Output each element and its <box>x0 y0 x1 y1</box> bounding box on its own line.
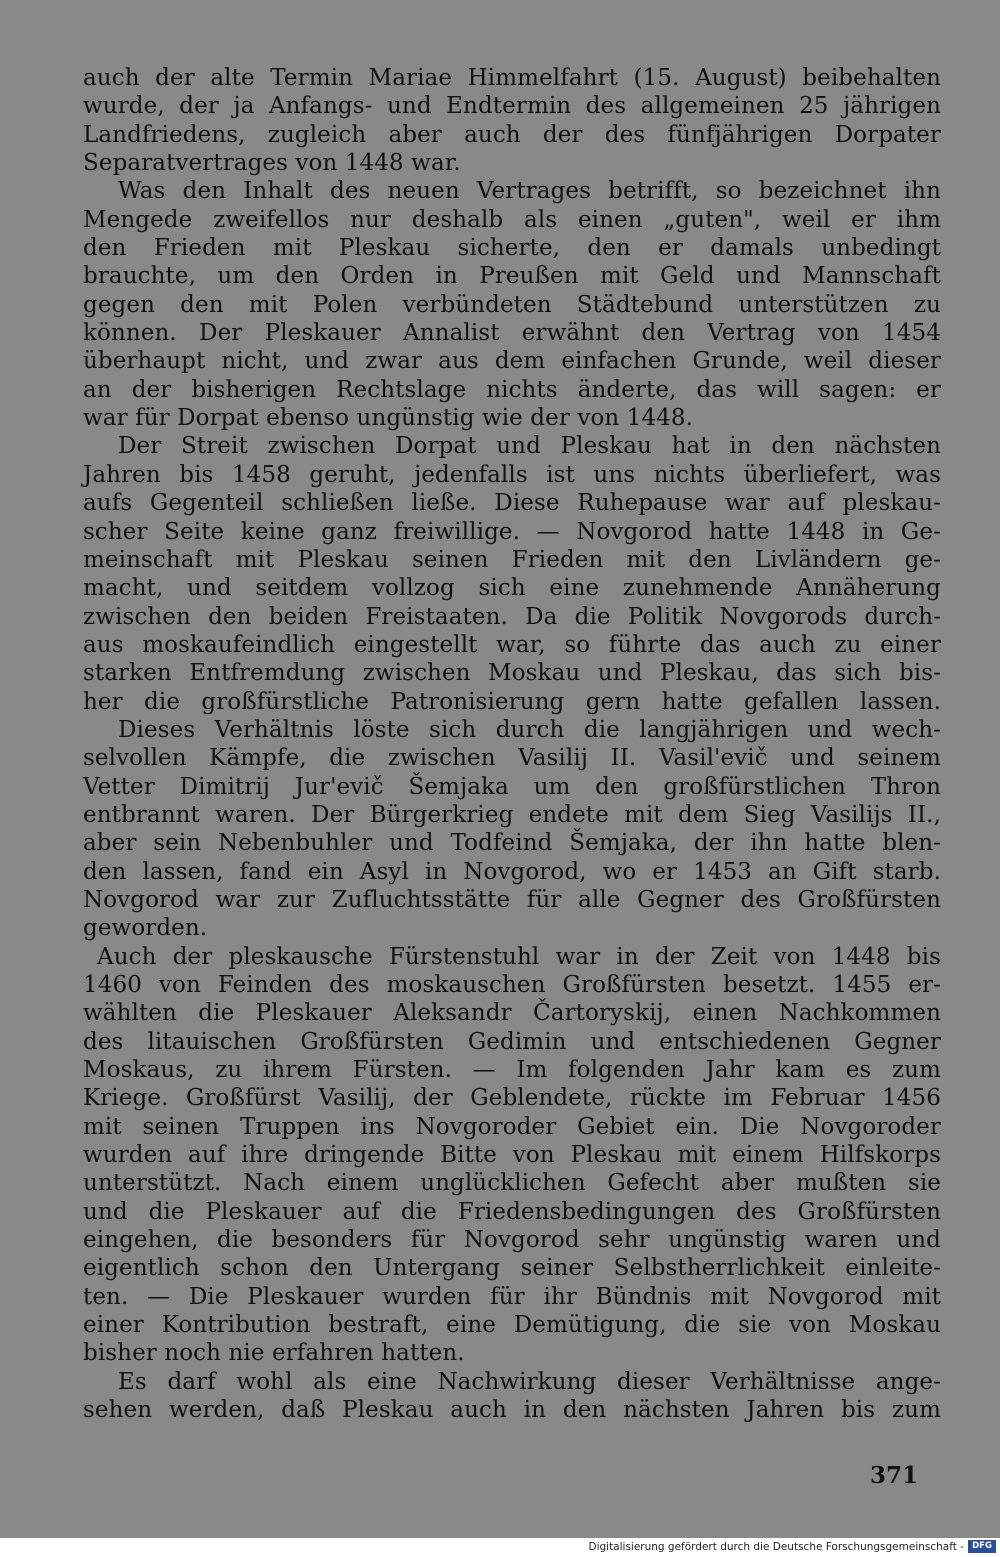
text-line: sehen werden, daß Pleskau auch in den nächsten Jahren bis zum <box>83 1397 941 1424</box>
text-line: des litauischen Großfürsten Gedimin und entschiedenen Gegner <box>83 1028 941 1055</box>
text-line: an der bisherigen Rechtslage nichts änderte, das will sagen: er <box>83 376 941 403</box>
text-line: aber sein Nebenbuhler und Todfeind Šemjaka, der ihn hatte blen- <box>83 830 941 857</box>
text-line: eigentlich schon den Untergang seiner Selbstherrlichkeit einleite- <box>83 1255 941 1282</box>
text-line: überhaupt nicht, und zwar aus dem einfachen Grunde, weil dieser <box>83 348 941 375</box>
footer-credit: Digitalisierung gefördert durch die Deutsche Forschungsgemeinschaft - <box>588 1541 964 1553</box>
text-line: wurden auf ihre dringende Bitte von Pleskau mit einem Hilfskorps <box>83 1142 941 1169</box>
text-line: Landfriedens, zugleich aber auch der des fünfjährigen Dorpater <box>83 121 941 148</box>
text-line: Der Streit zwischen Dorpat und Pleskau hat in den nächsten <box>118 433 941 460</box>
text-line: geworden. <box>83 915 208 942</box>
text-line: zwischen den beiden Freistaaten. Da die Politik Novgorods durch- <box>83 603 941 630</box>
text-line: Novgorod war zur Zufluchtsstätte für alle Gegner des Großfürsten <box>83 886 941 913</box>
text-line: gegen den mit Polen verbündeten Städtebund unterstützen zu <box>83 291 941 318</box>
text-line: Mengede zweifellos nur deshalb als einen „guten", weil er ihm <box>83 206 941 233</box>
text-line: und die Pleskauer auf die Friedensbedingungen des Großfürsten <box>83 1198 941 1225</box>
text-line: den Frieden mit Pleskau sicherte, den er damals unbedingt <box>83 235 941 262</box>
text-line: her die großfürstliche Patronisierung gern hatte gefallen lassen. <box>83 688 941 715</box>
text-line: starken Entfremdung zwischen Moskau und Pleskau, das sich bis- <box>83 660 941 687</box>
text-line: meinschaft mit Pleskau seinen Frieden mit den Livländern ge- <box>83 546 941 573</box>
text-line: brauchte, um den Orden in Preußen mit Geld und Mannschaft <box>83 263 941 290</box>
text-line: Es darf wohl als eine Nachwirkung dieser Verhältnisse ange- <box>118 1368 941 1395</box>
text-line: wählten die Pleskauer Aleksandr Čartoryskij, einen Nachkommen <box>83 1000 941 1027</box>
text-line: den lassen, fand ein Asyl in Novgorod, wo er 1453 an Gift starb. <box>83 858 941 885</box>
text-line: Kriege. Großfürst Vasilij, der Geblendete, rückte im Februar 1456 <box>83 1085 941 1112</box>
text-line: entbrannt waren. Der Bürgerkrieg endete mit dem Sieg Vasilijs II., <box>83 801 941 828</box>
page-number: 371 <box>870 1462 919 1489</box>
text-line: können. Der Pleskauer Annalist erwähnt den Vertrag von 1454 <box>83 320 941 347</box>
text-line: 1460 von Feinden des moskauschen Großfürsten besetzt. 1455 er- <box>83 972 941 998</box>
text-line: ten. — Die Pleskauer wurden für ihr Bündnis mit Novgorod mit <box>83 1283 941 1310</box>
text-line: auch der alte Termin Mariae Himmelfahrt (15. August) beibehalten <box>83 65 941 91</box>
text-line: bisher noch nie erfahren hatten. <box>83 1340 465 1367</box>
body-text <box>83 64 941 1425</box>
text-line: wurde, der ja Anfangs- und Endtermin des allgemeinen 25 jährigen <box>83 93 941 120</box>
text-line: Was den Inhalt des neuen Vertrages betrifft, so bezeichnet ihn <box>118 178 941 205</box>
dfg-logo-icon: DFG <box>968 1540 996 1553</box>
text-line: mit seinen Truppen ins Novgoroder Gebiet ein. Die Novgoroder <box>83 1113 941 1140</box>
text-line: aufs Gegenteil schließen ließe. Diese Ruhepause war auf pleskau- <box>83 490 941 517</box>
text-line: war für Dorpat ebenso ungünstig wie der von 1448. <box>83 405 694 432</box>
text-line: einer Kontribution bestraft, eine Demütigung, die sie von Moskau <box>83 1312 941 1339</box>
text-line: Auch der pleskausche Fürstenstuhl war in der Zeit von 1448 bis <box>97 943 941 970</box>
text-line: macht, und seitdem vollzog sich eine zunehmende Annäherung <box>83 575 941 602</box>
text-line: unterstützt. Nach einem unglücklichen Gefecht aber mußten sie <box>83 1170 941 1197</box>
text-line: selvollen Kämpfe, die zwischen Vasilij II. Vasil'evič und seinem <box>83 745 941 772</box>
text-line: Moskaus, zu ihrem Fürsten. — Im folgenden Jahr kam es zum <box>83 1057 941 1084</box>
text-line: aus moskaufeindlich eingestellt war, so führte das auch zu einer <box>83 631 941 658</box>
text-line: scher Seite keine ganz freiwillige. — Novgorod hatte 1448 in Ge- <box>83 518 941 545</box>
text-line: Vetter Dimitrij Jur'evič Šemjaka um den großfürstlichen Thron <box>83 773 941 800</box>
text-line: eingehen, die besonders für Novgorod sehr ungünstig waren und <box>83 1227 941 1254</box>
text-line: Separatvertrages von 1448 war. <box>83 150 461 177</box>
text-line: Dieses Verhältnis löste sich durch die langjährigen und wech- <box>118 716 941 743</box>
text-line: Jahren bis 1458 geruht, jedenfalls ist uns nichts überliefert, was <box>83 461 941 488</box>
